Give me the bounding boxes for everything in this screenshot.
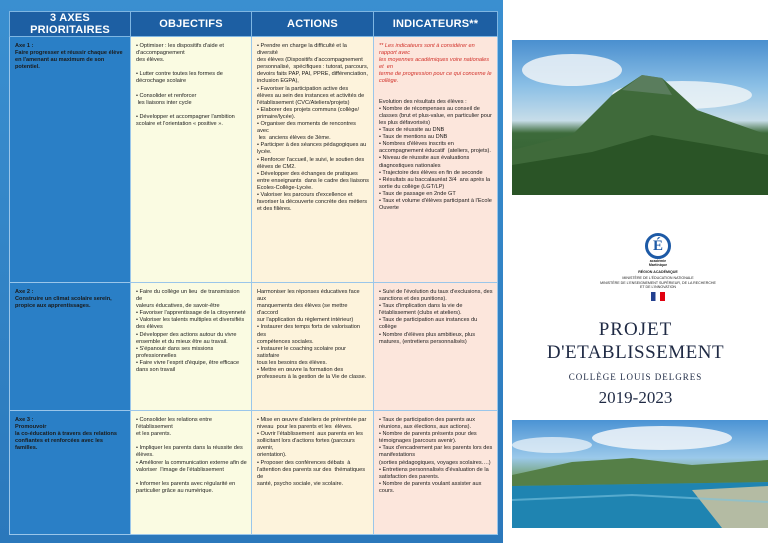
actions-cell <box>252 37 374 283</box>
cell-line: niveau pour les parents et les élèves. <box>257 424 353 431</box>
cell-line: satisfaction des parents. <box>379 473 440 480</box>
cell-line: • Instaurer le coaching scolaire pour satisfaire <box>257 345 348 359</box>
cell-line: accompagnement éducatif (ateliers, projets). <box>379 148 491 155</box>
cell-line: sollicitant lors d'actions fortes (parcours avenir, <box>257 438 357 452</box>
cell-line: • Taux d'implication dans la vie de <box>379 303 463 310</box>
table-row-axe-2 <box>10 283 498 411</box>
cell-line: élèves au sein des instances et activités de <box>257 92 365 99</box>
axe-cell <box>10 411 131 535</box>
cell-line: • Favoriser la participation active des <box>257 85 349 92</box>
cell-line: • Participer à des séances pédagogiques au <box>257 142 367 149</box>
indicators-note <box>379 43 493 86</box>
cell-line: • Taux de mentions au DNB <box>379 134 448 141</box>
cell-line: Evolution des résultats des élèves : <box>379 98 467 105</box>
cell-line: compétences sociales. <box>257 338 314 345</box>
cell-line: • S'épanouir dans ses missions <box>136 345 214 352</box>
actions-cell <box>252 283 374 411</box>
cell-line: • Développer des actions autour du vivre <box>136 331 237 338</box>
cell-line: • Elaborer des projets communs (collège/ <box>257 106 360 113</box>
cell-line: d'accompagnement <box>136 50 185 57</box>
cell-line: • Lutter contre toutes les formes de <box>136 71 223 78</box>
cell-line: • Nombres d'élèves inscrits en <box>379 141 454 148</box>
cell-line: l'établissement (clubs et ateliers). <box>379 310 462 317</box>
cell-line: • Renforcer l'accueil, le suivi, le soutien des <box>257 156 365 163</box>
volcano-photo <box>512 40 768 195</box>
academy-logo <box>598 233 718 305</box>
cell-line: • Nombre de parents voulant assister aux cours. <box>379 480 483 494</box>
cell-line: • Suivi de l'évolution du taux d'exclusions, des <box>379 289 493 295</box>
cover-title-line2: D'ETABLISSEMENT <box>546 342 725 363</box>
cell-line: diagnostiques nationales <box>379 162 441 169</box>
cell-line: élèves. <box>136 452 154 459</box>
cell-line: terme de progression pour ce qui concerne le collège. <box>379 71 494 85</box>
indicateurs-cell <box>374 411 498 535</box>
cell-line: • Développer et accompagner l'ambition <box>136 113 235 120</box>
cell-line: • Valoriser les parcours d'excellence et <box>257 191 353 198</box>
cell-line: les plus défavorisés) <box>379 119 430 126</box>
cell-line: et les parents. <box>136 431 172 438</box>
cell-line: • Consolider et renforcer <box>136 92 197 99</box>
cell-line: • Taux et volume d'élèves participant à l'Ecole <box>379 197 492 204</box>
cell-line: • Consolider les relations entre l'établissement <box>136 417 214 431</box>
cover-panel <box>503 0 768 543</box>
cell-line: l'attention des parents sur des thématiques de <box>257 466 367 480</box>
cell-line: les anciens élèves de 3ème. <box>257 135 331 142</box>
priority-axes-table <box>9 11 498 535</box>
ministere-education: MINISTÈRE DE L'ÉDUCATION NATIONALE <box>622 276 694 281</box>
cell-line: santé, psycho sociale, vie scolaire. <box>257 480 344 487</box>
cell-line: l'établissement (CVC/Ateliers/projets) <box>257 99 350 106</box>
cell-line: • Entretiens personnalisés d'évaluation de la <box>379 466 489 473</box>
cell-line: des élèves (Dispositifs d'accompagnement <box>257 57 363 64</box>
actions-cell <box>252 411 374 535</box>
axe-title: Axe 2 : Construire un climat scolaire serein, propice aux apprentissages. <box>15 289 112 310</box>
cell-line: • Mise en œuvre d'ateliers de prérentrée par <box>257 417 367 423</box>
cell-line: valoriser l'image de l'établissement <box>136 466 224 473</box>
marianne-flag-icon <box>651 292 665 301</box>
cell-line: • Faire du collège un lieu de transmission de <box>136 289 242 303</box>
cover-years: 2019-2023 <box>598 388 673 407</box>
cell-line: personnalisé, spécifiques : tutorat, parcours, <box>257 64 369 71</box>
cell-line: (sorties pédagogiques, voyages scolaires….) <box>379 459 491 466</box>
cell-line: valeurs éducatives, de savoir-être <box>136 303 220 310</box>
cell-line <box>136 107 247 114</box>
cell-line: professionnelles <box>136 352 177 359</box>
cell-line: Ouverte <box>379 205 399 212</box>
cell-line <box>136 149 247 156</box>
school-name: COLLÈGE LOUIS DELGRES <box>568 372 703 382</box>
cell-line: manifestations <box>379 452 416 459</box>
cell-line: • Ouvrir l'établissement aux parents en les <box>257 431 363 438</box>
cell-line: • Nombre de parents présents pour des <box>379 431 477 438</box>
cell-line: des élèves <box>136 324 163 331</box>
axe-title: Axe 1 : Faire progresser et réussir chaque élève en l'amenant au maximum de son potentiel. <box>15 43 123 71</box>
cell-line: ** Les indicateurs sont à considérer en rapport avec <box>379 43 477 57</box>
bay-photo <box>512 420 768 528</box>
cell-line: et des filières. <box>257 206 292 213</box>
cell-line <box>379 92 493 99</box>
cell-line: dans son travail <box>136 367 176 374</box>
cell-line <box>136 128 247 135</box>
cell-line: • Taux de participation aux instances du <box>379 317 478 324</box>
indicateurs-cell <box>374 37 498 283</box>
ministere-enseignement: MINISTÈRE DE L'ENSEIGNEMENT SUPÉRIEUR, DE LA RECHERCHE ET DE L'INNOVATION <box>600 280 716 290</box>
cell-line: matures, (entretiens personnalisés) <box>379 338 467 345</box>
cell-line <box>136 135 247 142</box>
cell-line: • Proposer des conférences débats à <box>257 459 351 466</box>
cell-line: • Nombre de récompenses au conseil de <box>379 105 480 112</box>
cell-line: • Faire vivre l'esprit d'équipe, être efficace <box>136 359 240 366</box>
objectifs-cell <box>131 37 252 283</box>
cell-line: ensemble et du mieux être au travail. <box>136 338 228 345</box>
header-actions: ACTIONS <box>252 12 374 37</box>
cell-line: favoriser la découverte concrète des métiers <box>257 199 368 206</box>
header-objectifs: OBJECTIFS <box>131 12 252 37</box>
cell-line: • Taux de participation des parents aux <box>379 417 476 423</box>
axe-title: Axe 3 : Promouvoir la co-éducation à travers des relations confiantes et renforcées avec les familles. <box>15 417 117 452</box>
cell-line: les moyennes académiques voire nationales et en <box>379 57 493 71</box>
cell-line: sortie du collège (LGT/LP) <box>379 183 445 190</box>
cell-line: devoirs faits PAP, PAI, PPRE, différenciation, <box>257 71 368 78</box>
cell-line: • Taux d'encadrement par les parents lors des <box>379 445 493 452</box>
cell-line: sanctions et des punitions). <box>379 296 447 303</box>
header-axes: 3 AXES PRIORITAIRES <box>10 12 131 37</box>
cell-line: • Prendre en charge la difficulté et la diversité <box>257 43 349 57</box>
cell-line: classes (brut et plus-value, en particulier pour <box>379 112 492 119</box>
cell-line <box>136 86 247 93</box>
cell-line: manquements des élèves (se mettre d'accord <box>257 303 350 317</box>
cell-line: inclusion EGPA), <box>257 78 299 85</box>
cell-line: sur l'application du règlement intérieur) <box>257 317 354 324</box>
table-row-axe-1 <box>10 37 498 283</box>
cell-line: • Impliquer les parents dans la réussite des <box>136 445 243 452</box>
cell-line: élèves de CM2. <box>257 163 296 170</box>
cell-line: • Taux de réussite au DNB <box>379 127 445 134</box>
cell-line: professeurs à la gestion de la Vie de classe. <box>257 374 367 381</box>
indicators-list <box>379 92 493 213</box>
cell-line: réunions, aux élections, aux actions). <box>379 424 472 431</box>
cell-line: • Améliorer la communication externe afin de <box>136 459 247 466</box>
cell-line: • Niveau de réussite aux évaluations <box>379 155 470 162</box>
cell-line <box>136 142 247 149</box>
objectifs-cell <box>131 283 252 411</box>
table-row-axe-3 <box>10 411 498 535</box>
logo-martinique: Martinique <box>648 263 668 268</box>
indicateurs-cell <box>374 283 498 411</box>
cell-line: • Instaurer des temps forts de valorisation des <box>257 324 362 338</box>
cell-line: • Favoriser l'apprentissage de la citoyenneté <box>136 310 246 317</box>
cell-line: • Trajectoire des élèves en fin de seconde <box>379 169 483 176</box>
cell-line <box>136 474 247 481</box>
header-indicateurs: INDICATEURS** <box>374 12 498 37</box>
cell-line: • Organiser des moments de rencontres avec <box>257 121 358 135</box>
cell-line: • Optimiser : les dispositifs d'aide et <box>136 43 224 49</box>
logo-academie: académie <box>649 259 667 263</box>
cell-line: entre enseignants dans le cadre des liaisons <box>257 177 369 184</box>
cell-line: collège <box>379 324 397 331</box>
cell-line: Ecoles-Collège-Lycée. <box>257 184 313 191</box>
cell-line: • Valoriser les talents multiples et diversifiés <box>136 317 245 324</box>
cell-line <box>136 157 247 164</box>
cell-line: des élèves. <box>136 57 165 64</box>
cell-line: tous les besoins des élèves. <box>257 359 327 366</box>
axe-cell <box>10 283 131 411</box>
academy-e-icon: É <box>645 233 671 259</box>
cell-line: décrochage scolaire <box>136 78 187 85</box>
cell-line: • Résultats au baccalauréat 3/4 ans après la <box>379 176 491 183</box>
cell-line: • Mettre en œuvre la formation des <box>257 367 344 374</box>
cell-line: orientation). <box>257 452 287 459</box>
cell-line <box>136 64 247 71</box>
objectifs-cell <box>131 411 252 535</box>
cell-line: témoignages (parcours avenir). <box>379 438 457 445</box>
cell-line <box>136 438 247 445</box>
cell-line: • Taux de passage en 2nde GT <box>379 190 456 197</box>
cell-line: • Informer les parents avec régularité en <box>136 480 236 487</box>
cell-line: scolaire et l'orientation « positive ». <box>136 121 223 128</box>
cell-line: primaire/lycée). <box>257 113 296 120</box>
cell-line: • Nombre d'élèves plus ambitieux, plus <box>379 331 475 338</box>
header-row <box>10 12 498 37</box>
cell-line: Harmoniser les réponses éducatives face aux <box>257 289 362 303</box>
cell-line: particulier grâce au numérique. <box>136 487 214 494</box>
cell-line: lycée. <box>257 149 272 156</box>
cell-line: • Développer des échanges de pratiques <box>257 170 358 177</box>
axe-cell <box>10 37 131 283</box>
cover-title-line1: PROJET <box>598 319 673 340</box>
region-label: RÉGION ACADÉMIQUE <box>638 269 678 274</box>
cell-line: les liaisons inter cycle <box>136 99 192 106</box>
